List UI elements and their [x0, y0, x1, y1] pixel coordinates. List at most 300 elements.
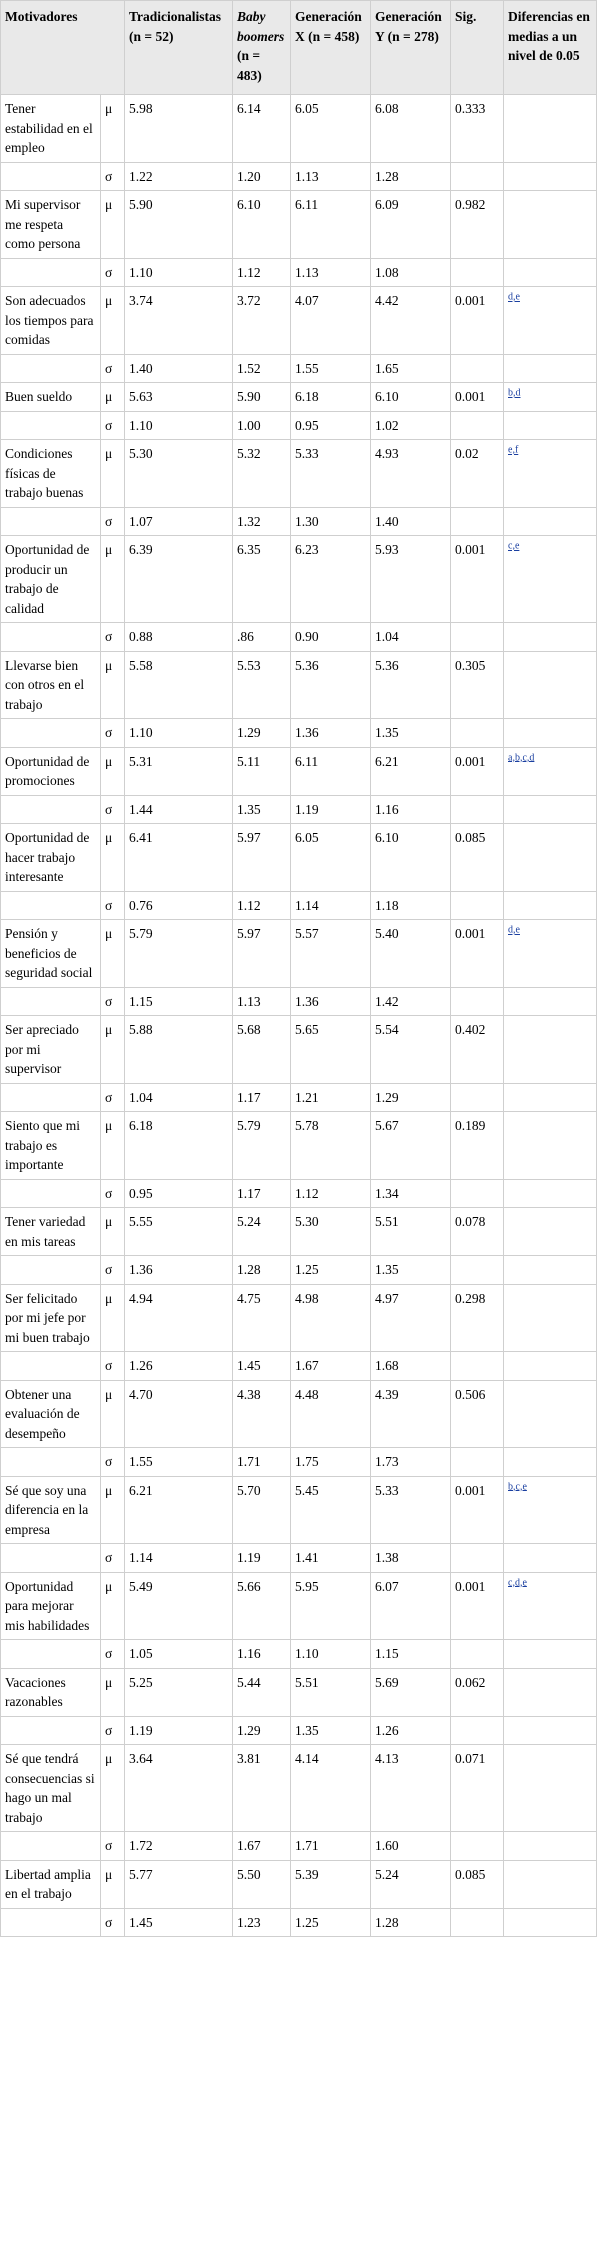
- empty-diff: [504, 507, 597, 536]
- diff-cell: [504, 1284, 597, 1352]
- empty-diff: [504, 719, 597, 748]
- sig-value: 0.001: [451, 920, 504, 988]
- sd-value: 1.36: [291, 719, 371, 748]
- mean-value: 6.10: [233, 191, 291, 259]
- empty-diff: [504, 623, 597, 652]
- mu-symbol: μ: [101, 383, 125, 412]
- diff-cell: [504, 287, 597, 355]
- table-row: [1, 920, 597, 988]
- mu-symbol: μ: [101, 1016, 125, 1084]
- sigma-symbol: σ: [101, 1179, 125, 1208]
- sd-value: 1.13: [291, 162, 371, 191]
- diff-cell: [504, 191, 597, 259]
- table-row: [1, 1208, 597, 1256]
- sig-value: 0.02: [451, 440, 504, 508]
- sig-value: 0.298: [451, 1284, 504, 1352]
- empty-label: [1, 1832, 101, 1861]
- sd-value: 1.28: [233, 1256, 291, 1285]
- motivator-label: Sé que tendrá consecuencias si hago un mal trabajo: [1, 1745, 101, 1832]
- sd-value: 1.25: [291, 1256, 371, 1285]
- mean-value: 5.67: [371, 1112, 451, 1180]
- empty-label: [1, 795, 101, 824]
- sd-value: 1.25: [291, 1908, 371, 1937]
- mu-symbol: μ: [101, 1668, 125, 1716]
- diff-link[interactable]: c,e: [508, 540, 520, 552]
- motivator-label: Oportunidad para mejorar mis habilidades: [1, 1572, 101, 1640]
- motivator-label: Sé que soy una diferencia en la empresa: [1, 1476, 101, 1544]
- motivator-label: Vacaciones razonables: [1, 1668, 101, 1716]
- header-generacion-y: Generación Y (n = 278): [371, 1, 451, 95]
- mean-value: 5.97: [233, 824, 291, 892]
- diff-cell: [504, 747, 597, 795]
- sd-value: 1.18: [371, 891, 451, 920]
- empty-diff: [504, 258, 597, 287]
- sig-value: 0.001: [451, 287, 504, 355]
- mean-value: 5.33: [291, 440, 371, 508]
- sig-value: 0.506: [451, 1380, 504, 1448]
- empty-label: [1, 1179, 101, 1208]
- motivator-label: Obtener una evaluación de desempeño: [1, 1380, 101, 1448]
- motivator-label: Llevarse bien con otros en el trabajo: [1, 651, 101, 719]
- mean-value: 6.41: [125, 824, 233, 892]
- table-row-sd: [1, 891, 597, 920]
- sd-value: 1.16: [233, 1640, 291, 1669]
- empty-label: [1, 354, 101, 383]
- header-tradicionalistas: Tradicionalistas (n = 52): [125, 1, 233, 95]
- sigma-symbol: σ: [101, 258, 125, 287]
- sd-value: 1.60: [371, 1832, 451, 1861]
- empty-sig: [451, 719, 504, 748]
- sd-value: 0.95: [125, 1179, 233, 1208]
- empty-diff: [504, 795, 597, 824]
- table-row: [1, 651, 597, 719]
- empty-diff: [504, 1544, 597, 1573]
- mean-value: 6.09: [371, 191, 451, 259]
- sig-value: 0.333: [451, 95, 504, 163]
- sd-value: 0.95: [291, 411, 371, 440]
- sd-value: .86: [233, 623, 291, 652]
- sd-value: 1.22: [125, 162, 233, 191]
- mean-value: 5.63: [125, 383, 233, 412]
- sig-value: 0.078: [451, 1208, 504, 1256]
- empty-label: [1, 987, 101, 1016]
- mean-value: 5.25: [125, 1668, 233, 1716]
- mean-value: 5.32: [233, 440, 291, 508]
- table-row-sd: [1, 1832, 597, 1861]
- motivator-label: Ser apreciado por mi supervisor: [1, 1016, 101, 1084]
- empty-label: [1, 162, 101, 191]
- mean-value: 6.08: [371, 95, 451, 163]
- motivator-label: Buen sueldo: [1, 383, 101, 412]
- empty-sig: [451, 1179, 504, 1208]
- mean-value: 5.54: [371, 1016, 451, 1084]
- mean-value: 5.24: [371, 1860, 451, 1908]
- empty-sig: [451, 1908, 504, 1937]
- mu-symbol: μ: [101, 824, 125, 892]
- sig-value: 0.001: [451, 1476, 504, 1544]
- mean-value: 5.68: [233, 1016, 291, 1084]
- mean-value: 4.13: [371, 1745, 451, 1832]
- sd-value: 0.76: [125, 891, 233, 920]
- sig-value: 0.085: [451, 824, 504, 892]
- diff-cell: [504, 1380, 597, 1448]
- empty-sig: [451, 891, 504, 920]
- empty-label: [1, 1716, 101, 1745]
- mu-symbol: μ: [101, 1112, 125, 1180]
- sd-value: 1.04: [125, 1083, 233, 1112]
- table-row: [1, 1745, 597, 1832]
- sd-value: 1.55: [125, 1448, 233, 1477]
- empty-diff: [504, 1352, 597, 1381]
- sd-value: 1.10: [125, 258, 233, 287]
- sigma-symbol: σ: [101, 411, 125, 440]
- table-row-sd: [1, 623, 597, 652]
- sd-value: 1.02: [371, 411, 451, 440]
- empty-sig: [451, 1256, 504, 1285]
- mean-value: 5.88: [125, 1016, 233, 1084]
- sd-value: 1.05: [125, 1640, 233, 1669]
- mean-value: 4.48: [291, 1380, 371, 1448]
- sd-value: 1.28: [371, 1908, 451, 1937]
- empty-diff: [504, 162, 597, 191]
- sd-value: 1.36: [125, 1256, 233, 1285]
- empty-label: [1, 1256, 101, 1285]
- mean-value: 6.18: [125, 1112, 233, 1180]
- mu-symbol: μ: [101, 191, 125, 259]
- diff-cell: [504, 1476, 597, 1544]
- sd-value: 1.29: [233, 1716, 291, 1745]
- mean-value: 6.21: [371, 747, 451, 795]
- empty-label: [1, 1448, 101, 1477]
- mean-value: 5.44: [233, 1668, 291, 1716]
- diff-cell: [504, 440, 597, 508]
- motivator-label: Siento que mi trabajo es importante: [1, 1112, 101, 1180]
- sd-value: 1.14: [291, 891, 371, 920]
- sigma-symbol: σ: [101, 1448, 125, 1477]
- mean-value: 4.75: [233, 1284, 291, 1352]
- mean-value: 6.35: [233, 536, 291, 623]
- sd-value: 1.00: [233, 411, 291, 440]
- sigma-symbol: σ: [101, 507, 125, 536]
- motivator-label: Son adecuados los tiempos para comidas: [1, 287, 101, 355]
- motivator-label: Oportunidad de hacer trabajo interesante: [1, 824, 101, 892]
- empty-diff: [504, 1640, 597, 1669]
- table-row: [1, 1476, 597, 1544]
- table-row: [1, 440, 597, 508]
- empty-label: [1, 891, 101, 920]
- sigma-symbol: σ: [101, 891, 125, 920]
- sd-value: 1.65: [371, 354, 451, 383]
- motivator-label: Condiciones físicas de trabajo buenas: [1, 440, 101, 508]
- mean-value: 6.11: [291, 747, 371, 795]
- mean-value: 5.51: [371, 1208, 451, 1256]
- header-generacion-x: Generación X (n = 458): [291, 1, 371, 95]
- table-row-sd: [1, 1083, 597, 1112]
- sd-value: 1.10: [291, 1640, 371, 1669]
- mean-value: 4.14: [291, 1745, 371, 1832]
- mean-value: 5.97: [233, 920, 291, 988]
- sd-value: 0.88: [125, 623, 233, 652]
- table-row-sd: [1, 507, 597, 536]
- mean-value: 5.36: [291, 651, 371, 719]
- table-row: [1, 747, 597, 795]
- empty-sig: [451, 1640, 504, 1669]
- empty-label: [1, 1908, 101, 1937]
- mu-symbol: μ: [101, 536, 125, 623]
- sd-value: 1.29: [233, 719, 291, 748]
- mean-value: 6.18: [291, 383, 371, 412]
- empty-sig: [451, 1716, 504, 1745]
- sd-value: 1.35: [291, 1716, 371, 1745]
- sd-value: 1.45: [233, 1352, 291, 1381]
- motivator-label: Tener variedad en mis tareas: [1, 1208, 101, 1256]
- mean-value: 6.05: [291, 824, 371, 892]
- header-baby-boomers: [233, 1, 291, 95]
- empty-diff: [504, 1179, 597, 1208]
- diff-cell: [504, 1572, 597, 1640]
- mu-symbol: μ: [101, 287, 125, 355]
- table-body: [1, 95, 597, 1937]
- table-row-sd: [1, 1640, 597, 1669]
- empty-diff: [504, 1832, 597, 1861]
- diff-link[interactable]: e,f: [508, 444, 519, 456]
- sd-value: 1.42: [371, 987, 451, 1016]
- sd-value: 1.68: [371, 1352, 451, 1381]
- diff-link[interactable]: b,c,e: [508, 1481, 527, 1492]
- mean-value: 5.78: [291, 1112, 371, 1180]
- mean-value: 6.07: [371, 1572, 451, 1640]
- mu-symbol: μ: [101, 1476, 125, 1544]
- empty-diff: [504, 411, 597, 440]
- table-row: [1, 1860, 597, 1908]
- mean-value: 5.69: [371, 1668, 451, 1716]
- empty-diff: [504, 1448, 597, 1477]
- empty-label: [1, 507, 101, 536]
- sigma-symbol: σ: [101, 987, 125, 1016]
- table-row: [1, 383, 597, 412]
- sig-value: 0.001: [451, 1572, 504, 1640]
- sd-value: 1.15: [371, 1640, 451, 1669]
- mean-value: 6.23: [291, 536, 371, 623]
- mean-value: 5.93: [371, 536, 451, 623]
- empty-sig: [451, 354, 504, 383]
- mu-symbol: μ: [101, 95, 125, 163]
- sd-value: 1.52: [233, 354, 291, 383]
- diff-link[interactable]: a,b,c,d: [508, 752, 535, 763]
- sigma-symbol: σ: [101, 1640, 125, 1669]
- table-row-sd: [1, 162, 597, 191]
- empty-sig: [451, 1832, 504, 1861]
- table-row: [1, 536, 597, 623]
- sd-value: 1.26: [125, 1352, 233, 1381]
- sd-value: 1.12: [233, 891, 291, 920]
- table-row: [1, 1572, 597, 1640]
- mu-symbol: μ: [101, 440, 125, 508]
- table-row-sd: [1, 1716, 597, 1745]
- diff-cell: [504, 95, 597, 163]
- sd-value: 1.10: [125, 411, 233, 440]
- sd-value: 1.35: [371, 719, 451, 748]
- sig-value: 0.982: [451, 191, 504, 259]
- table-row-sd: [1, 1256, 597, 1285]
- table-row-sd: [1, 795, 597, 824]
- mean-value: 5.65: [291, 1016, 371, 1084]
- sigma-symbol: σ: [101, 1256, 125, 1285]
- table-row: [1, 191, 597, 259]
- diff-cell: [504, 651, 597, 719]
- sd-value: 1.21: [291, 1083, 371, 1112]
- mean-value: 4.98: [291, 1284, 371, 1352]
- sd-value: 1.26: [371, 1716, 451, 1745]
- sig-value: 0.001: [451, 747, 504, 795]
- sigma-symbol: σ: [101, 1352, 125, 1381]
- diff-cell: [504, 383, 597, 412]
- diff-link[interactable]: b,d: [508, 387, 521, 399]
- sd-value: 1.72: [125, 1832, 233, 1861]
- sd-value: 1.55: [291, 354, 371, 383]
- mean-value: 4.93: [371, 440, 451, 508]
- mean-value: 5.90: [233, 383, 291, 412]
- mean-value: 5.39: [291, 1860, 371, 1908]
- sd-value: 1.73: [371, 1448, 451, 1477]
- mu-symbol: μ: [101, 651, 125, 719]
- table-row: [1, 1112, 597, 1180]
- mean-value: 4.07: [291, 287, 371, 355]
- diff-link[interactable]: c,d,e: [508, 1577, 527, 1588]
- sd-value: 1.19: [291, 795, 371, 824]
- motivator-label: Mi supervisor me respeta como persona: [1, 191, 101, 259]
- diff-cell: [504, 1745, 597, 1832]
- sd-value: 1.10: [125, 719, 233, 748]
- table-row-sd: [1, 987, 597, 1016]
- header-motivadores: Motivadores: [1, 1, 125, 95]
- empty-label: [1, 1083, 101, 1112]
- empty-sig: [451, 987, 504, 1016]
- mu-symbol: μ: [101, 747, 125, 795]
- sigma-symbol: σ: [101, 1716, 125, 1745]
- mean-value: 5.33: [371, 1476, 451, 1544]
- table-row-sd: [1, 1448, 597, 1477]
- sd-value: 1.16: [371, 795, 451, 824]
- mean-value: 5.95: [291, 1572, 371, 1640]
- header-baby-boomers-n: (n = 483): [237, 48, 262, 83]
- mean-value: 6.11: [291, 191, 371, 259]
- sig-value: 0.001: [451, 536, 504, 623]
- sd-value: 1.71: [233, 1448, 291, 1477]
- empty-sig: [451, 162, 504, 191]
- sig-value: 0.001: [451, 383, 504, 412]
- diff-cell: [504, 1112, 597, 1180]
- empty-sig: [451, 795, 504, 824]
- mean-value: 5.40: [371, 920, 451, 988]
- mean-value: 5.24: [233, 1208, 291, 1256]
- table-row-sd: [1, 719, 597, 748]
- sd-value: 1.19: [233, 1544, 291, 1573]
- sigma-symbol: σ: [101, 1544, 125, 1573]
- table-row-sd: [1, 1544, 597, 1573]
- empty-sig: [451, 1448, 504, 1477]
- empty-sig: [451, 623, 504, 652]
- table-row-sd: [1, 411, 597, 440]
- diff-cell: [504, 824, 597, 892]
- diff-cell: [504, 1860, 597, 1908]
- sd-value: 1.12: [233, 258, 291, 287]
- mean-value: 4.42: [371, 287, 451, 355]
- mu-symbol: μ: [101, 1208, 125, 1256]
- header-sig: Sig.: [451, 1, 504, 95]
- motivator-label: Ser felicitado por mi jefe por mi buen trabajo: [1, 1284, 101, 1352]
- motivator-label: Oportunidad de promociones: [1, 747, 101, 795]
- sd-value: 1.40: [371, 507, 451, 536]
- table-row: [1, 95, 597, 163]
- empty-sig: [451, 258, 504, 287]
- sd-value: 1.23: [233, 1908, 291, 1937]
- mean-value: 5.53: [233, 651, 291, 719]
- mean-value: 5.50: [233, 1860, 291, 1908]
- mean-value: 5.66: [233, 1572, 291, 1640]
- empty-sig: [451, 411, 504, 440]
- sd-value: 1.34: [371, 1179, 451, 1208]
- mean-value: 4.94: [125, 1284, 233, 1352]
- sd-value: 1.29: [371, 1083, 451, 1112]
- diff-link[interactable]: d,e: [508, 924, 520, 936]
- sd-value: 1.17: [233, 1083, 291, 1112]
- sig-value: 0.062: [451, 1668, 504, 1716]
- empty-sig: [451, 1544, 504, 1573]
- diff-link[interactable]: d,e: [508, 291, 520, 303]
- motivator-label: Tener estabilidad en el empleo: [1, 95, 101, 163]
- sig-value: 0.305: [451, 651, 504, 719]
- mean-value: 5.31: [125, 747, 233, 795]
- empty-sig: [451, 507, 504, 536]
- sd-value: 1.13: [291, 258, 371, 287]
- mean-value: 3.72: [233, 287, 291, 355]
- mean-value: 5.77: [125, 1860, 233, 1908]
- mean-value: 6.05: [291, 95, 371, 163]
- sd-value: 1.35: [371, 1256, 451, 1285]
- mean-value: 5.55: [125, 1208, 233, 1256]
- header-baby-boomers-label: Baby boomers: [237, 9, 285, 44]
- table-row-sd: [1, 354, 597, 383]
- mean-value: 3.81: [233, 1745, 291, 1832]
- header-row: [1, 1, 597, 95]
- motivator-label: Oportunidad de producir un trabajo de calidad: [1, 536, 101, 623]
- mu-symbol: μ: [101, 1745, 125, 1832]
- sd-value: 1.14: [125, 1544, 233, 1573]
- empty-diff: [504, 1083, 597, 1112]
- table-row-sd: [1, 1179, 597, 1208]
- sd-value: 1.30: [291, 507, 371, 536]
- motivator-label: Pensión y beneficios de seguridad social: [1, 920, 101, 988]
- diff-cell: [504, 1208, 597, 1256]
- mean-value: 5.45: [291, 1476, 371, 1544]
- empty-diff: [504, 1716, 597, 1745]
- empty-label: [1, 1352, 101, 1381]
- sd-value: 1.44: [125, 795, 233, 824]
- sig-value: 0.071: [451, 1745, 504, 1832]
- sd-value: 1.36: [291, 987, 371, 1016]
- empty-sig: [451, 1083, 504, 1112]
- empty-diff: [504, 354, 597, 383]
- header-diferencias: Diferencias en medias a un nivel de 0.05: [504, 1, 597, 95]
- sig-value: 0.189: [451, 1112, 504, 1180]
- empty-label: [1, 411, 101, 440]
- mu-symbol: μ: [101, 1572, 125, 1640]
- table-row: [1, 1668, 597, 1716]
- table-row-sd: [1, 258, 597, 287]
- sd-value: 1.08: [371, 258, 451, 287]
- sd-value: 1.40: [125, 354, 233, 383]
